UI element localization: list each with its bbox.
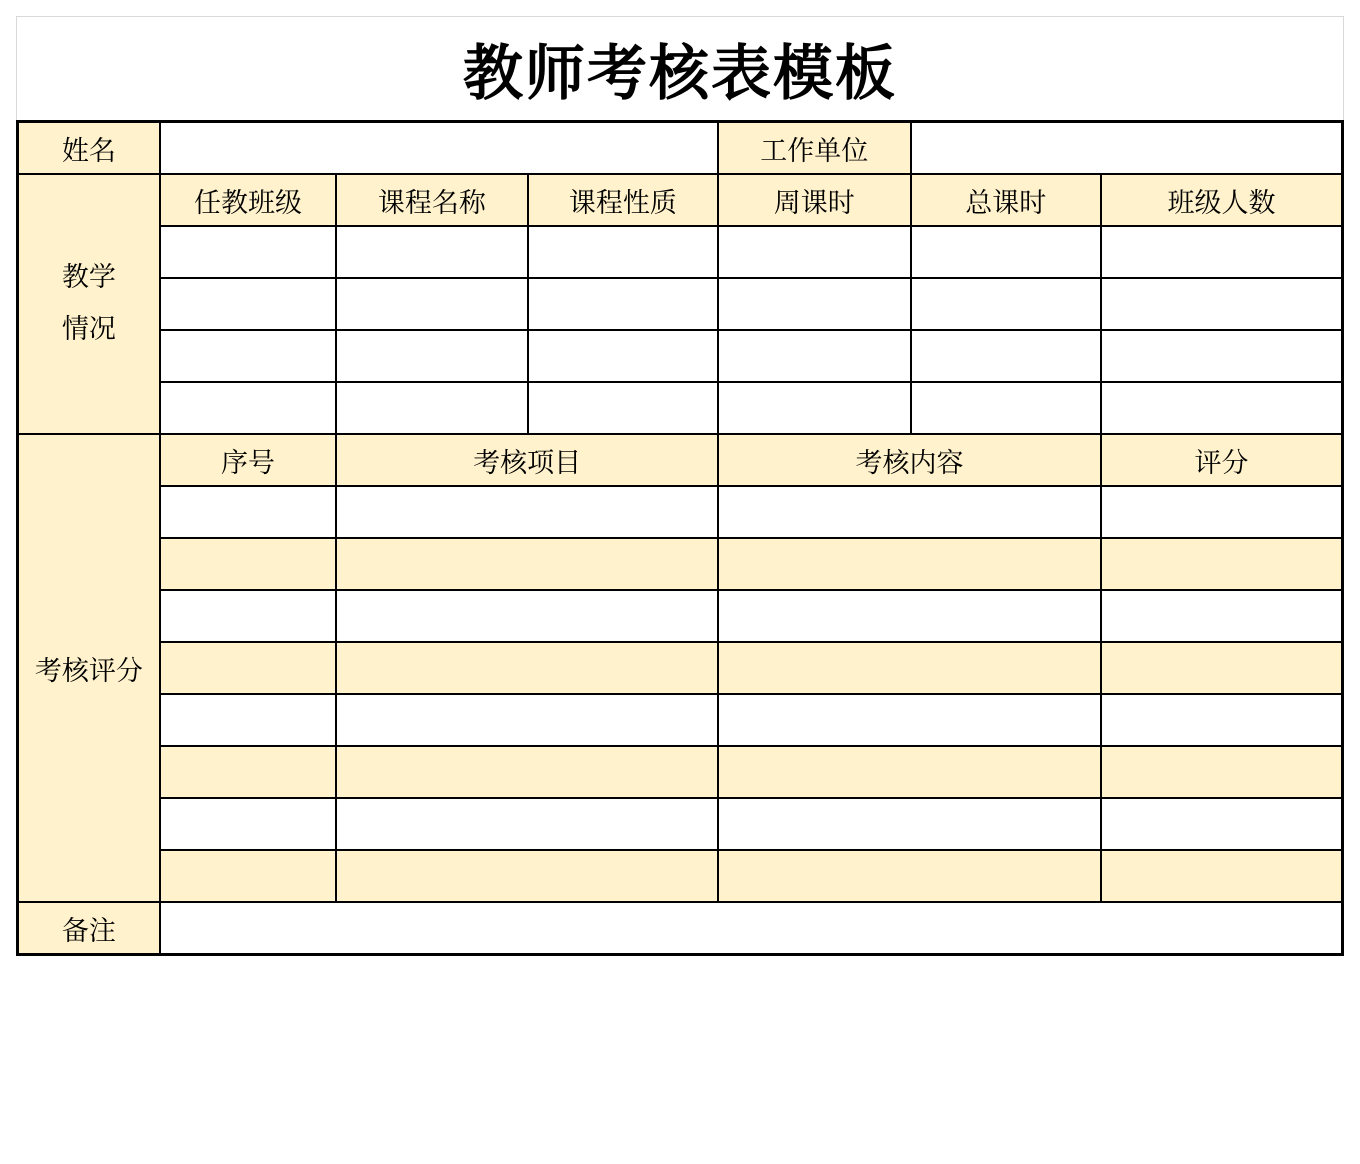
teaching-cell[interactable]: [160, 330, 336, 382]
evaluation-cell-score[interactable]: [1101, 798, 1343, 850]
evaluation-cell-score[interactable]: [1101, 694, 1343, 746]
teaching-cell[interactable]: [1101, 382, 1343, 434]
evaluation-header-item: 考核项目: [336, 434, 718, 486]
evaluation-cell-item[interactable]: [336, 798, 718, 850]
evaluation-row: [18, 642, 1343, 694]
evaluation-cell-score[interactable]: [1101, 590, 1343, 642]
evaluation-cell-content[interactable]: [718, 746, 1101, 798]
evaluation-cell-number[interactable]: [160, 694, 336, 746]
info-row: [18, 122, 1343, 175]
title-bar: [16, 16, 1344, 120]
teaching-label-line2: 情况: [61, 314, 116, 345]
teaching-cell[interactable]: [336, 278, 527, 330]
teaching-header-class-size: 班级人数: [1101, 174, 1343, 226]
evaluation-cell-number[interactable]: [160, 850, 336, 902]
teaching-cell[interactable]: [1101, 330, 1343, 382]
evaluation-header-row: [18, 434, 1343, 486]
teaching-cell[interactable]: [718, 330, 910, 382]
teaching-cell[interactable]: [911, 226, 1101, 278]
teaching-header-course: 课程名称: [336, 174, 527, 226]
evaluation-cell-number[interactable]: [160, 798, 336, 850]
teaching-cell[interactable]: [160, 278, 336, 330]
teaching-cell[interactable]: [528, 226, 718, 278]
evaluation-cell-score[interactable]: [1101, 486, 1343, 538]
evaluation-cell-item[interactable]: [336, 538, 718, 590]
evaluation-cell-content[interactable]: [718, 642, 1101, 694]
unit-label: 工作单位: [718, 122, 910, 175]
teaching-cell[interactable]: [718, 278, 910, 330]
teaching-cell[interactable]: [336, 226, 527, 278]
teacher-assessment-form: [16, 120, 1344, 956]
teaching-cell[interactable]: [528, 382, 718, 434]
evaluation-cell-item[interactable]: [336, 486, 718, 538]
evaluation-section-label: 考核评分: [18, 434, 160, 902]
notes-row: [18, 902, 1343, 955]
evaluation-row: [18, 590, 1343, 642]
teaching-cell[interactable]: [718, 382, 910, 434]
evaluation-cell-content[interactable]: [718, 798, 1101, 850]
evaluation-cell-item[interactable]: [336, 590, 718, 642]
evaluation-cell-content[interactable]: [718, 694, 1101, 746]
teaching-cell[interactable]: [911, 330, 1101, 382]
evaluation-cell-number[interactable]: [160, 642, 336, 694]
teaching-row: [18, 382, 1343, 434]
teaching-header-total-hours: 总课时: [911, 174, 1101, 226]
evaluation-cell-score[interactable]: [1101, 746, 1343, 798]
teaching-cell[interactable]: [718, 226, 910, 278]
teaching-row: [18, 226, 1343, 278]
teaching-cell[interactable]: [911, 278, 1101, 330]
teaching-cell[interactable]: [528, 330, 718, 382]
teaching-row: [18, 330, 1343, 382]
teaching-cell[interactable]: [336, 382, 527, 434]
evaluation-header-content: 考核内容: [718, 434, 1101, 486]
evaluation-cell-content[interactable]: [718, 486, 1101, 538]
teaching-cell[interactable]: [160, 226, 336, 278]
teaching-cell[interactable]: [528, 278, 718, 330]
teaching-header-weekly-hours: 周课时: [718, 174, 910, 226]
teaching-cell[interactable]: [1101, 278, 1343, 330]
name-field[interactable]: [160, 122, 718, 175]
teaching-label-line1: 教学: [61, 262, 116, 293]
assessment-sheet: [16, 16, 1344, 1148]
unit-field[interactable]: [911, 122, 1343, 175]
name-label: 姓名: [18, 122, 160, 175]
notes-field[interactable]: [160, 902, 1343, 955]
teaching-header-nature: 课程性质: [528, 174, 718, 226]
evaluation-row: [18, 850, 1343, 902]
evaluation-cell-score[interactable]: [1101, 642, 1343, 694]
evaluation-cell-number[interactable]: [160, 486, 336, 538]
evaluation-cell-number[interactable]: [160, 590, 336, 642]
evaluation-cell-item[interactable]: [336, 746, 718, 798]
teaching-cell[interactable]: [336, 330, 527, 382]
evaluation-cell-item[interactable]: [336, 694, 718, 746]
notes-label: 备注: [18, 902, 160, 955]
evaluation-cell-score[interactable]: [1101, 538, 1343, 590]
evaluation-row: [18, 538, 1343, 590]
teaching-header-class: 任教班级: [160, 174, 336, 226]
evaluation-row: [18, 746, 1343, 798]
evaluation-row: [18, 798, 1343, 850]
teaching-cell[interactable]: [1101, 226, 1343, 278]
teaching-section-label: [18, 174, 160, 434]
evaluation-cell-number[interactable]: [160, 538, 336, 590]
page-title: 教师考核表模板: [463, 38, 897, 109]
teaching-cell[interactable]: [160, 382, 336, 434]
evaluation-cell-item[interactable]: [336, 642, 718, 694]
evaluation-header-score: 评分: [1101, 434, 1343, 486]
evaluation-cell-score[interactable]: [1101, 850, 1343, 902]
teaching-row: [18, 278, 1343, 330]
teaching-cell[interactable]: [911, 382, 1101, 434]
evaluation-cell-number[interactable]: [160, 746, 336, 798]
evaluation-cell-content[interactable]: [718, 850, 1101, 902]
evaluation-row: [18, 694, 1343, 746]
teaching-header-row: [18, 174, 1343, 226]
evaluation-cell-item[interactable]: [336, 850, 718, 902]
evaluation-row: [18, 486, 1343, 538]
evaluation-header-number: 序号: [160, 434, 336, 486]
evaluation-cell-content[interactable]: [718, 538, 1101, 590]
evaluation-cell-content[interactable]: [718, 590, 1101, 642]
